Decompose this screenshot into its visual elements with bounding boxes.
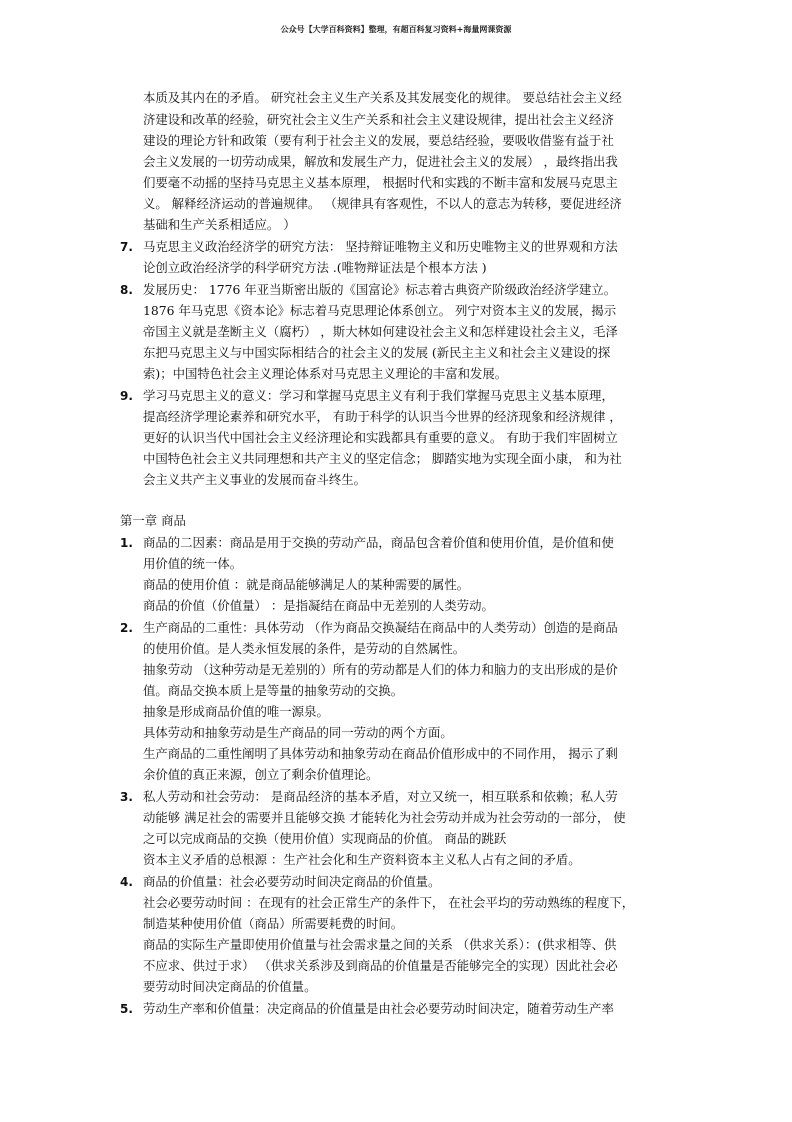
text-line: 资本主义矛盾的总根源 ：生产社会化和生产资料资本主义私人占有之间的矛盾。 [143,852,581,867]
text-line: 提高经济学理论素养和研究水平， 有助于科学的认识当今世界的经济现象和经济规律 ， [143,409,622,424]
text-line: 们要毫不动摇的坚持马克思主义基本原理， 根据时代和实践的不断丰富和发展马克思主 [143,175,618,190]
text-line: 抽象劳动 （这种劳动是无差别的）所有的劳动都是人们的体力和脑力的支出形成的是价 [143,662,618,677]
text-line: 生产商品的二重性阐明了具体劳动和抽象劳动在商品价值形成中的不同作用， 揭示了剩 [143,746,618,761]
text-line: 帝国主义就是垄断主义（腐朽） ，斯大林如何建设社会主义和怎样建设社会主义，毛泽 [143,324,618,339]
text-line: 济建设和改革的经验，研究社会主义生产关系和社会主义建设规律，提出社会主义经济 [143,112,614,127]
text-line: 动能够 满足社会的需要并且能够交换 才能转化为社会劳动并成为社会劳动的一部分， 使 [143,810,626,825]
text-line: 商品的使用价值 ：就是商品能够满足人的某种需要的属性。 [143,577,470,592]
item-number: 4. [120,875,133,889]
text-line: 生产商品的二重性：具体劳动 （作为商品交换凝结在商品中的人类劳动）创造的是商品 [143,620,618,635]
text-line: 基础和生产关系相适应。 ） [143,217,296,232]
item-number: 1. [120,536,133,550]
text-line: 劳动生产率和价值量：决定商品的价值量是由社会必要劳动时间决定，随着劳动生产率 [143,1001,614,1016]
text-line: 要劳动时间决定商品的价值量。 [143,979,317,994]
text-line: 不应求、供过于求） （供求关系涉及到商品的价值量是否能够完全的实现）因此社会必 [143,958,618,973]
text-line: 私人劳动和社会劳动： 是商品经济的基本矛盾，对立又统一，相互联系和依赖；私人劳 [143,789,618,804]
text-line: 中国特色社会主义共同理想和共产主义的坚定信念； 脚踏实地为实现全面小康， 和为社 [143,451,622,466]
text-line: 学习马克思主义的意义：学习和掌握马克思主义有利于我们掌握马克思主义基本原理， [143,388,614,403]
text-line: 值。商品交换本质上是等量的抽象劳动的交换。 [143,683,404,698]
text-line: 会主义共产主义事业的发展而奋斗终生。 [143,472,367,487]
page-header: 公众号【大学百科资料】整理，有超百科复习资料+海量网课资源 [280,24,512,34]
text-line: 制造某种使用价值（商品）所需要耗费的时间。 [143,916,404,931]
text-line: 第一章 商品 [120,513,186,528]
text-line: 本质及其内在的矛盾。 研究社会主义生产关系及其发展变化的规律。 要总结社会主义经 [143,90,622,105]
item-number: 2. [120,621,133,635]
item-number: 8. [120,283,133,297]
text-line: 社会必要劳动时间 ：在现有的社会正常生产的条件下， 在社会平均的劳动熟练的程度下， [143,895,635,910]
text-line: 1876 年马克思《资本论》标志着马克思理论体系创立。 列宁对资本主义的发展，揭示 [143,303,617,318]
text-line: 抽象是形成商品价值的唯一源泉。 [143,704,329,719]
text-line: 建设的理论方针和政策（要有利于社会主义的发展，要总结经验，要吸收借鉴有益于社 [143,133,614,148]
text-line: 具体劳动和抽象劳动是生产商品的同一劳动的两个方面。 [143,725,453,740]
text-line: 商品的价值（价值量） ：是指凝结在商品中无差别的人类劳动。 [143,598,494,613]
text-line: 之可以完成商品的交换（使用价值）实现商品的价值。 商品的跳跃 [143,831,507,846]
text-line: 用价值的统一体。 [143,556,243,571]
text-line: 更好的认识当代中国社会主义经济理论和实践都具有重要的意义。 有助于我们牢固树立 [143,430,618,445]
text-line: 商品的实际生产量即使用价值量与社会需求量之间的关系 （供求关系）：(供求相等、供 [143,937,617,952]
text-line: 论创立政治经济学的科学研究方法 .(唯物辩证法是个根本方法 ) [143,260,487,275]
item-number: 5. [120,1002,133,1016]
text-line: 商品的二因素：商品是用于交换的劳动产品，商品包含着价值和使用价值，是价值和使 [143,535,614,550]
text-line: 马克思主义政治经济学的研究方法： 坚持辩证唯物主义和历史唯物主义的世界观和方法 [143,239,618,254]
text-line: 索)；中国特色社会主义理论体系对马克思主义理论的丰富和发展。 [143,366,508,381]
item-number: 3. [120,790,133,804]
text-line: 的使用价值。是人类永恒发展的条件，是劳动的自然属性。 [143,641,466,656]
text-line: 东把马克思主义与中国实际相结合的社会主义的发展 (新民主主义和社会主义建设的探 [143,345,611,360]
text-line: 余价值的真正来源，创立了剩余价值理论。 [143,767,379,782]
text-line: 发展历史： 1776 年亚当斯密出版的《国富论》标志着古典资产阶级政治经济学建立。 [143,282,617,297]
text-line: 会主义发展的一切劳动成果，解放和发展生产力，促进社会主义的发展） ，最终指出我 [143,154,618,169]
item-number: 9. [120,389,133,403]
text-line: 商品的价值量：社会必要劳动时间决定商品的价值量。 [143,874,441,889]
item-number: 7. [120,240,133,254]
text-line: 义。 解释经济运动的普遍规律。 （规律具有客观性，不以人的意志为转移，要促进经济 [143,196,622,211]
